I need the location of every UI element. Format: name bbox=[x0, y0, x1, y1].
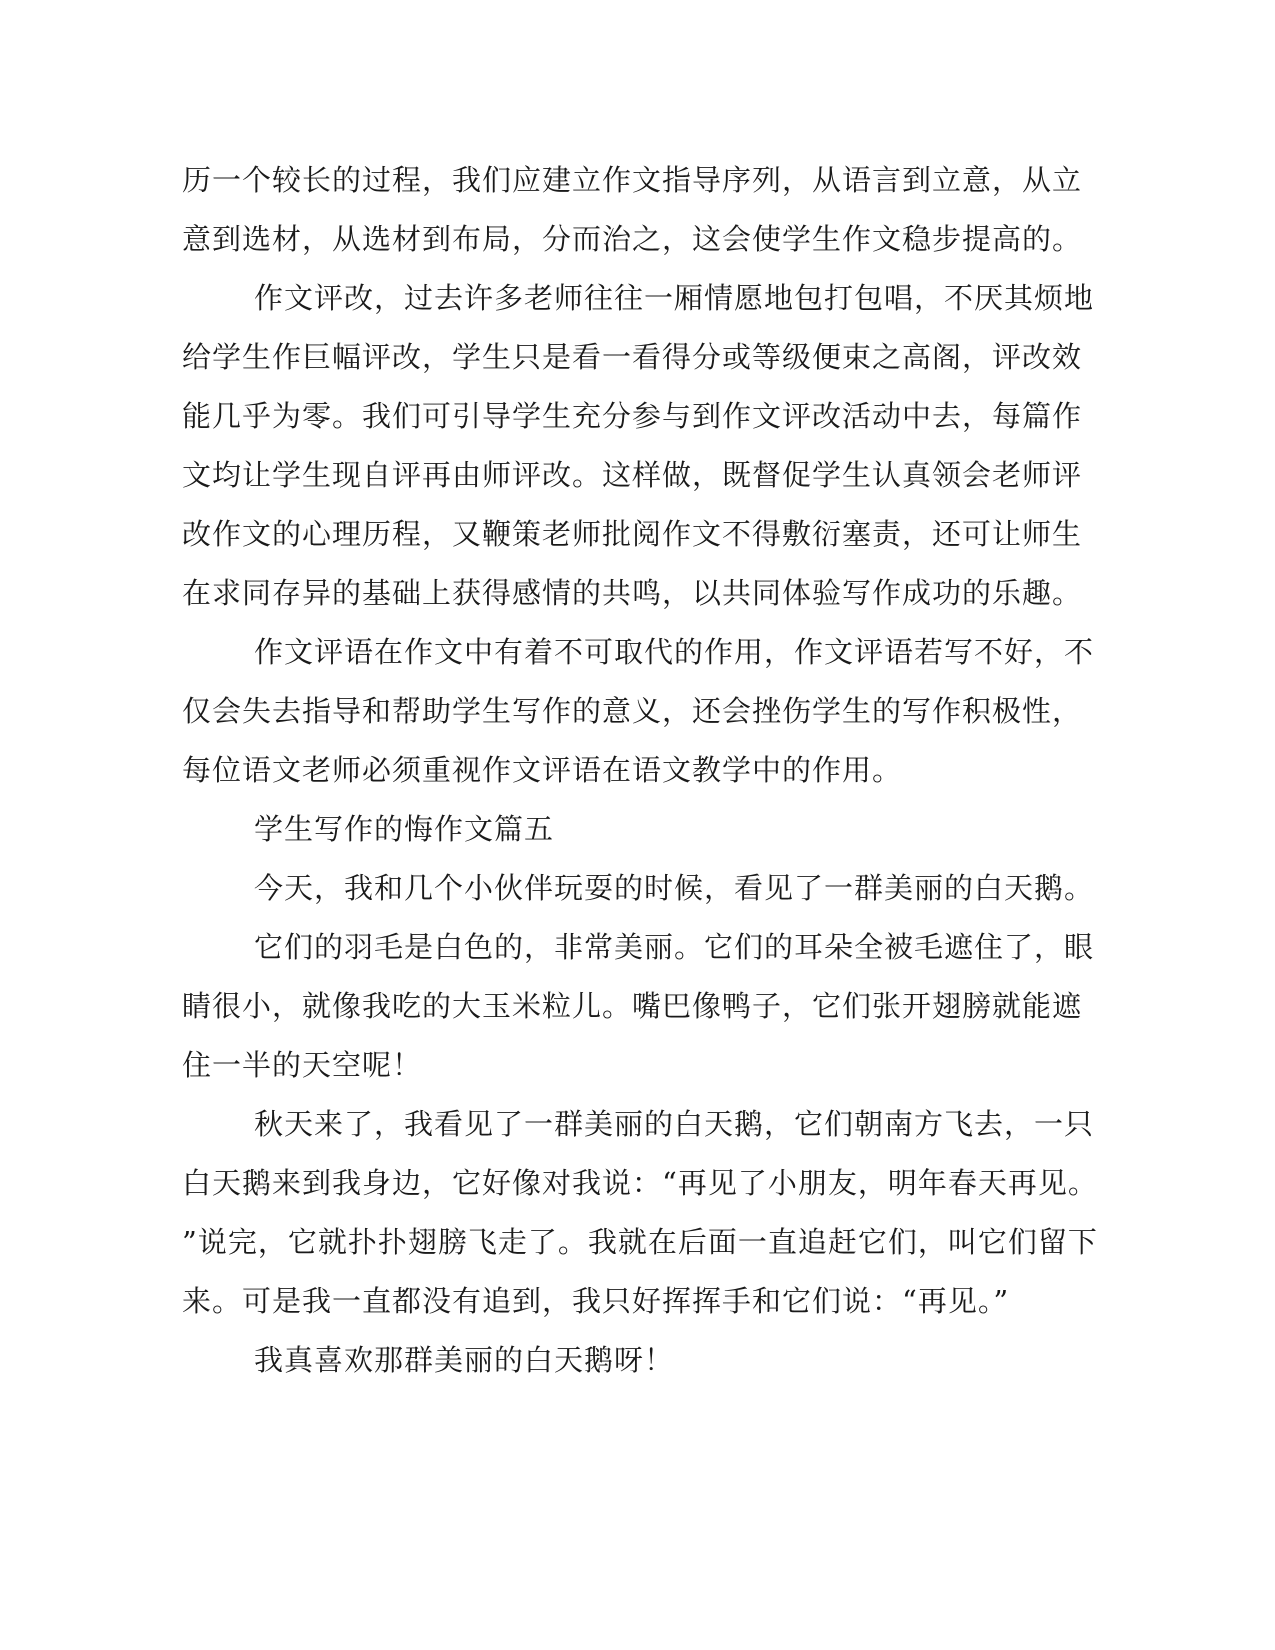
text-line: 白天鹅来到我身边，它好像对我说：“再见了小朋友，明年春天再见。 bbox=[182, 1166, 1098, 1200]
paragraph-start: 它们的羽毛是白色的，非常美丽。它们的耳朵全被毛遮住了，眼 bbox=[254, 930, 1095, 964]
text-line: 睛很小，就像我吃的大玉米粒儿。嘴巴像鸭子，它们张开翅膀就能遮 bbox=[182, 989, 1083, 1023]
paragraph-start: 秋天来了，我看见了一群美丽的白天鹅，它们朝南方飞去，一只 bbox=[254, 1107, 1095, 1141]
text-line: 在求同存异的基础上获得感情的共鸣，以共同体验写作成功的乐趣。 bbox=[182, 576, 1083, 610]
text-line: ”说完，它就扑扑翅膀飞走了。我就在后面一直追赶它们，叫它们留下 bbox=[182, 1225, 1098, 1259]
text-line: 能几乎为零。我们可引导学生充分参与到作文评改活动中去，每篇作 bbox=[182, 399, 1083, 433]
text-line: 文均让学生现自评再由师评改。这样做，既督促学生认真领会老师评 bbox=[182, 458, 1083, 492]
text-line: 意到选材，从选材到布局，分而治之，这会使学生作文稳步提高的。 bbox=[182, 222, 1083, 256]
text-line: 住一半的天空呢！ bbox=[182, 1048, 423, 1082]
text-line: 来。可是我一直都没有追到，我只好挥挥手和它们说：“再见。” bbox=[182, 1284, 1010, 1318]
text-line: 每位语文老师必须重视作文评语在语文教学中的作用。 bbox=[182, 753, 903, 787]
paragraph-start: 我真喜欢那群美丽的白天鹅呀！ bbox=[254, 1343, 675, 1377]
text-line: 历一个较长的过程，我们应建立作文指导序列，从语言到立意，从立 bbox=[182, 163, 1083, 197]
paragraph-start: 作文评语在作文中有着不可取代的作用，作文评语若写不好，不 bbox=[254, 635, 1095, 669]
paragraph-start: 作文评改，过去许多老师往往一厢情愿地包打包唱，不厌其烦地 bbox=[254, 281, 1095, 315]
text-line: 仅会失去指导和帮助学生写作的意义，还会挫伤学生的写作积极性， bbox=[182, 694, 1083, 728]
text-line: 改作文的心理历程，又鞭策老师批阅作文不得敷衍塞责，还可让师生 bbox=[182, 517, 1083, 551]
section-heading: 学生写作的悔作文篇五 bbox=[254, 812, 555, 846]
text-line: 给学生作巨幅评改，学生只是看一看得分或等级便束之高阁，评改效 bbox=[182, 340, 1083, 374]
paragraph-start: 今天，我和几个小伙伴玩耍的时候，看见了一群美丽的白天鹅。 bbox=[254, 871, 1095, 905]
